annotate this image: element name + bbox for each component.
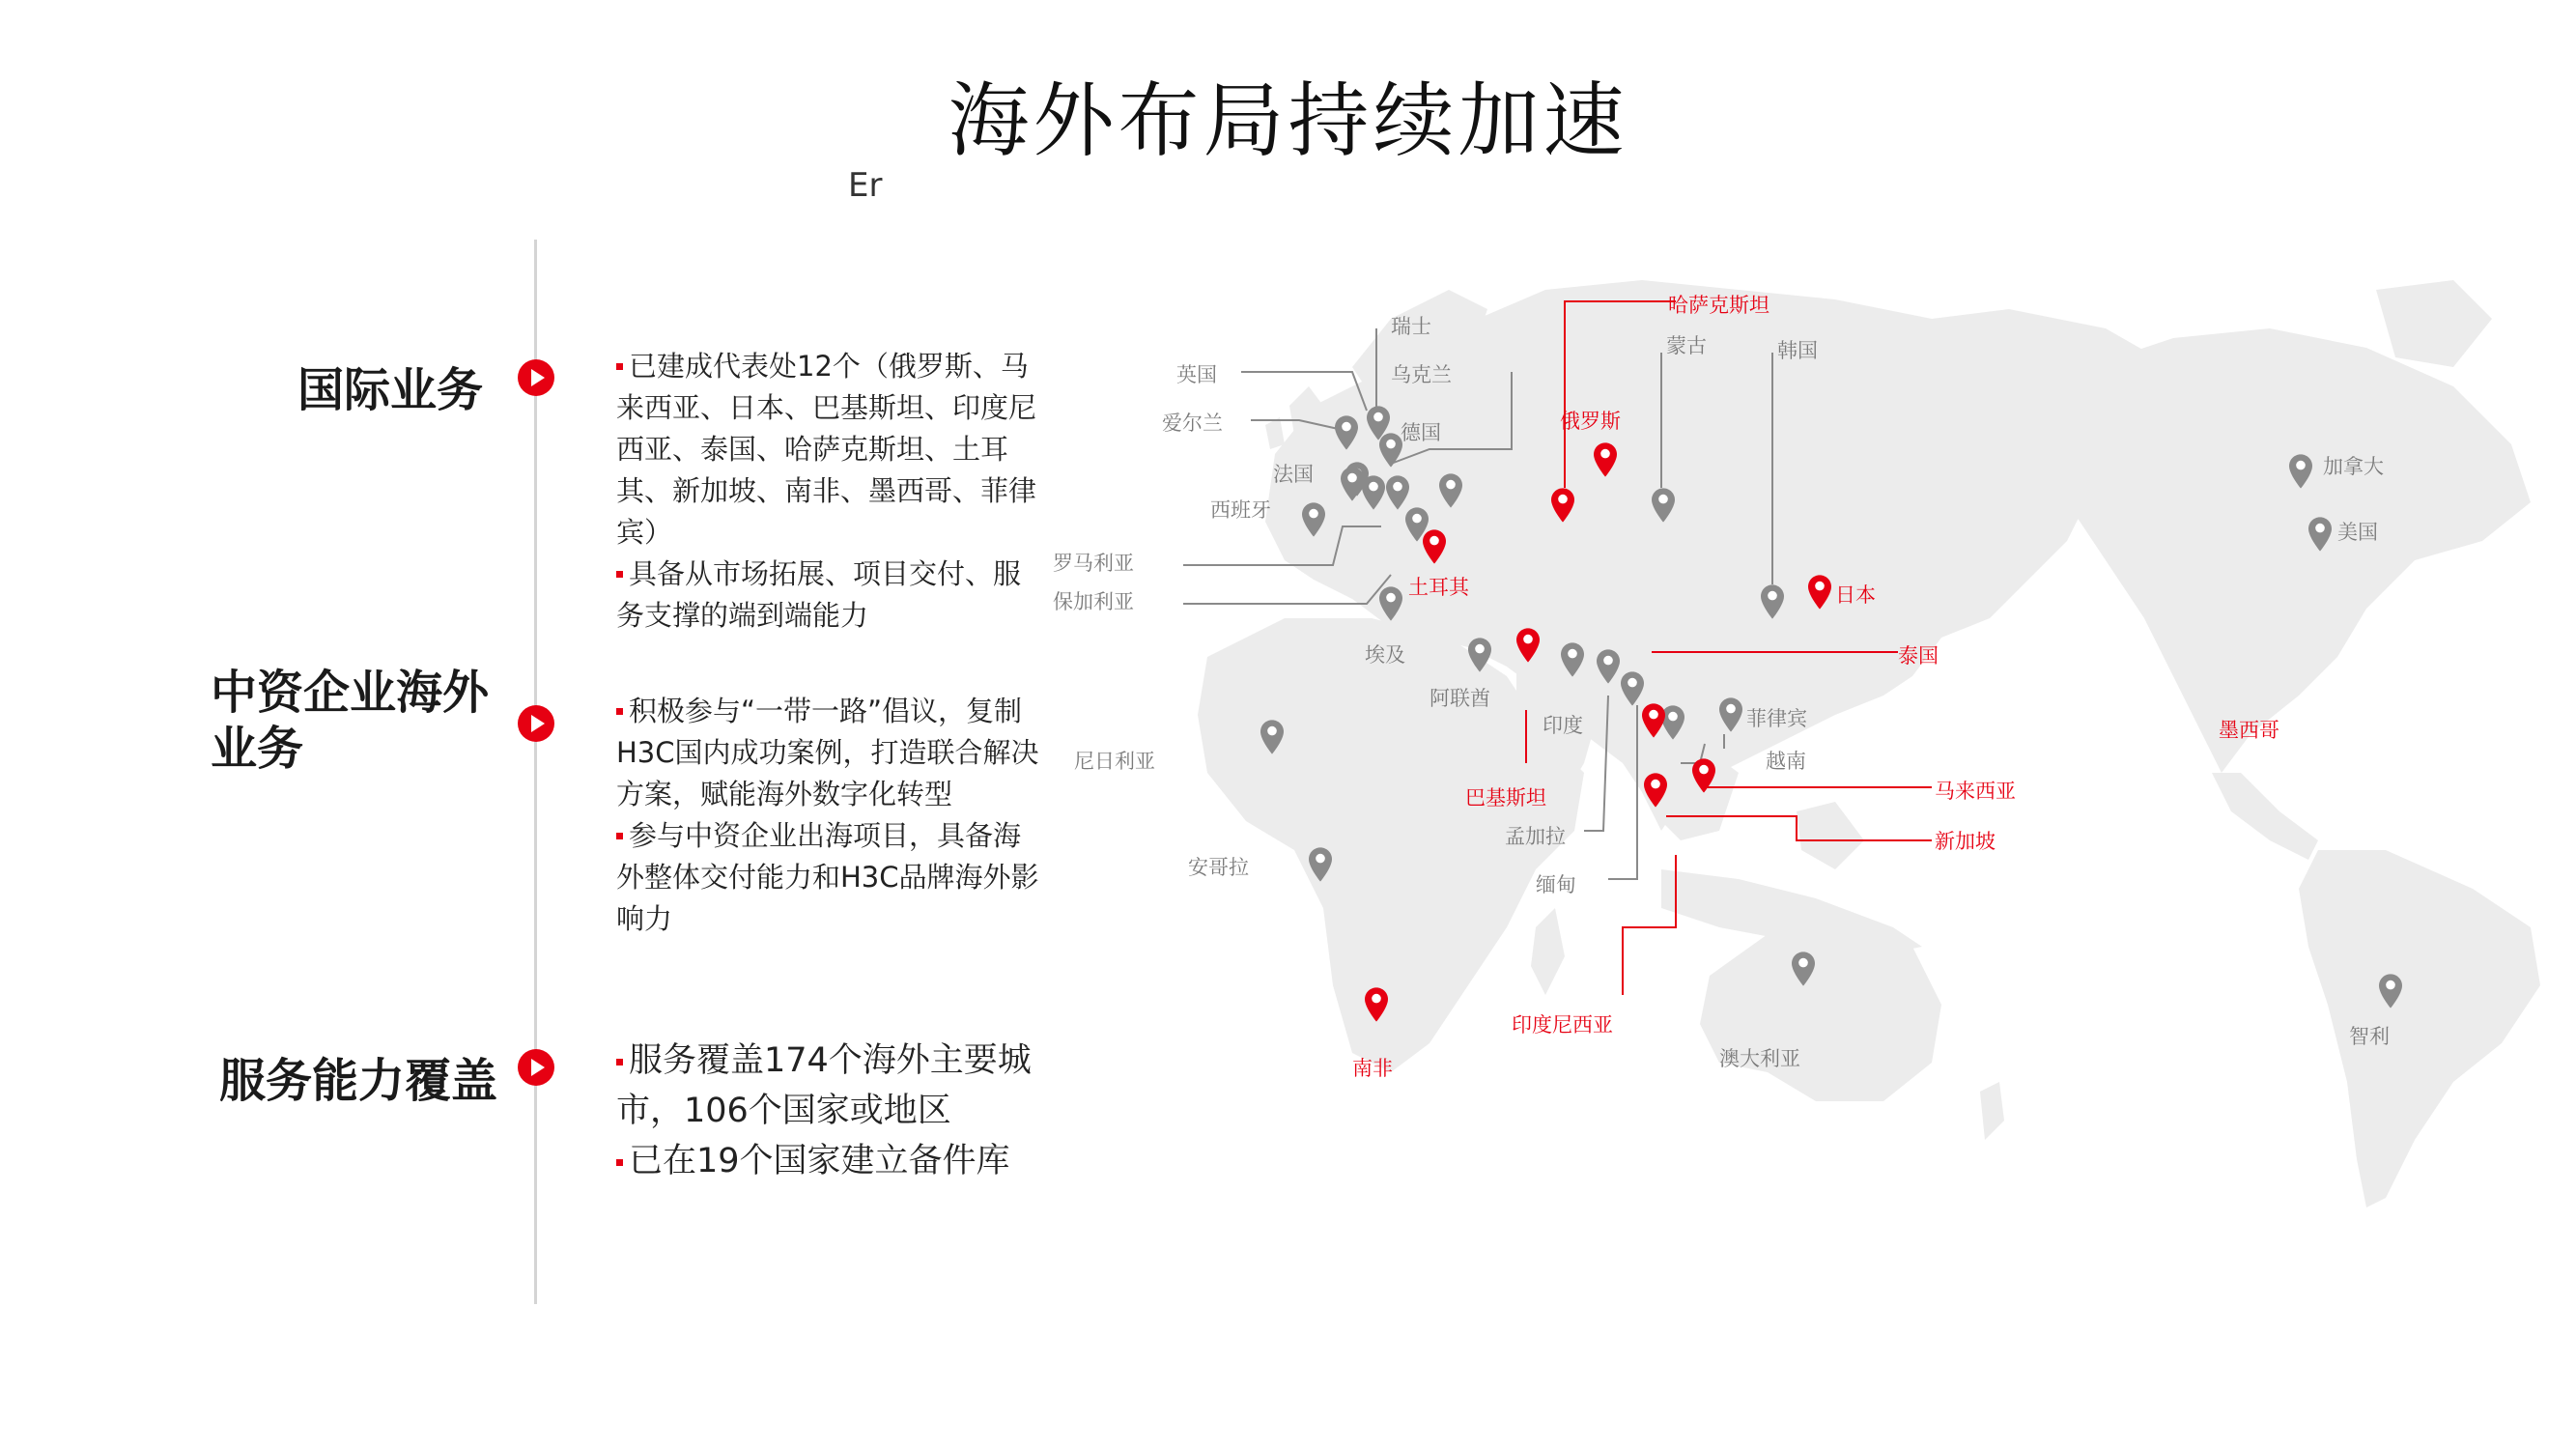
map-label-pakistan: 巴基斯坦 — [1465, 786, 1546, 810]
map-label-mexico: 墨西哥 — [2219, 719, 2279, 742]
map-label-ukraine: 乌克兰 — [1391, 363, 1452, 386]
section-title-service-coverage: 服务能力覆盖 — [218, 1054, 497, 1108]
map-label-kazakhstan: 哈萨克斯坦 — [1668, 294, 1769, 317]
map-label-vietnam: 越南 — [1766, 750, 1806, 773]
map-label-ireland: 爱尔兰 — [1162, 412, 1223, 435]
map-label-angola: 安哥拉 — [1188, 856, 1249, 879]
map-label-spain: 西班牙 — [1210, 498, 1271, 522]
bullet-item: 服务覆盖174个海外主要城市，106个国家或地区 — [616, 1041, 1032, 1130]
map-label-turkey: 土耳其 — [1408, 576, 1469, 599]
page-subtitle: Er — [848, 166, 883, 205]
map-label-usa: 美国 — [2337, 521, 2378, 544]
map-label-australia: 澳大利亚 — [1719, 1047, 1800, 1070]
map-label-indonesia: 印度尼西亚 — [1512, 1013, 1613, 1037]
map-label-bulgaria: 保加利亚 — [1053, 590, 1134, 613]
section-title-chinese-enterprises: 中资企业海外业务 — [211, 666, 490, 776]
map-label-philippines: 菲律宾 — [1746, 707, 1807, 730]
map-label-bangladesh: 孟加拉 — [1505, 825, 1566, 848]
map-label-uae: 阿联酋 — [1430, 687, 1490, 710]
map-label-korea: 韩国 — [1777, 339, 1818, 362]
map-label-myanmar: 缅甸 — [1536, 873, 1576, 896]
page-title: 海外布局持续加速 — [948, 73, 1628, 168]
map-label-germany: 德国 — [1401, 421, 1441, 444]
map-label-egypt: 埃及 — [1365, 643, 1405, 667]
map-landmass — [1198, 280, 2540, 1208]
bullet-item: 已在19个国家建立备件库 — [616, 1136, 1070, 1186]
bullet-item: 具备从市场拓展、项目交付、服务支撑的端到端能力 — [616, 557, 1022, 632]
map-label-switzerland: 瑞士 — [1391, 315, 1431, 338]
map-label-russia: 俄罗斯 — [1560, 410, 1621, 433]
map-label-south-africa: 南非 — [1352, 1057, 1393, 1080]
map-label-romania: 罗马利亚 — [1053, 552, 1134, 575]
map-label-canada: 加拿大 — [2323, 455, 2384, 478]
map-label-france: 法国 — [1273, 463, 1314, 486]
section-title-international: 国际业务 — [297, 363, 483, 417]
bullet-item: 参与中资企业出海项目，具备海外整体交付能力和H3C品牌海外影响力 — [616, 819, 1039, 935]
map-label-uk: 英国 — [1176, 363, 1217, 386]
map-label-chile: 智利 — [2349, 1025, 2390, 1048]
bullet-item: 已建成代表处12个（俄罗斯、马来西亚、日本、巴基斯坦、印度尼西亚、泰国、哈萨克斯坦、土耳其、新加坡、南非、墨西哥、菲律宾） — [616, 350, 1037, 549]
bullet-item: 积极参与“一带一路”倡议，复制H3C国内成功案例，打造联合解决方案，赋能海外数字化转型 — [616, 695, 1039, 810]
map-label-thailand: 泰国 — [1898, 644, 1939, 668]
map-label-japan: 日本 — [1835, 583, 1876, 607]
map-label-mongolia: 蒙古 — [1666, 334, 1707, 357]
map-label-nigeria: 尼日利亚 — [1074, 750, 1155, 773]
map-label-malaysia: 马来西亚 — [1935, 780, 2016, 803]
map-label-india: 印度 — [1543, 714, 1583, 737]
map-label-singapore: 新加坡 — [1935, 830, 1996, 853]
